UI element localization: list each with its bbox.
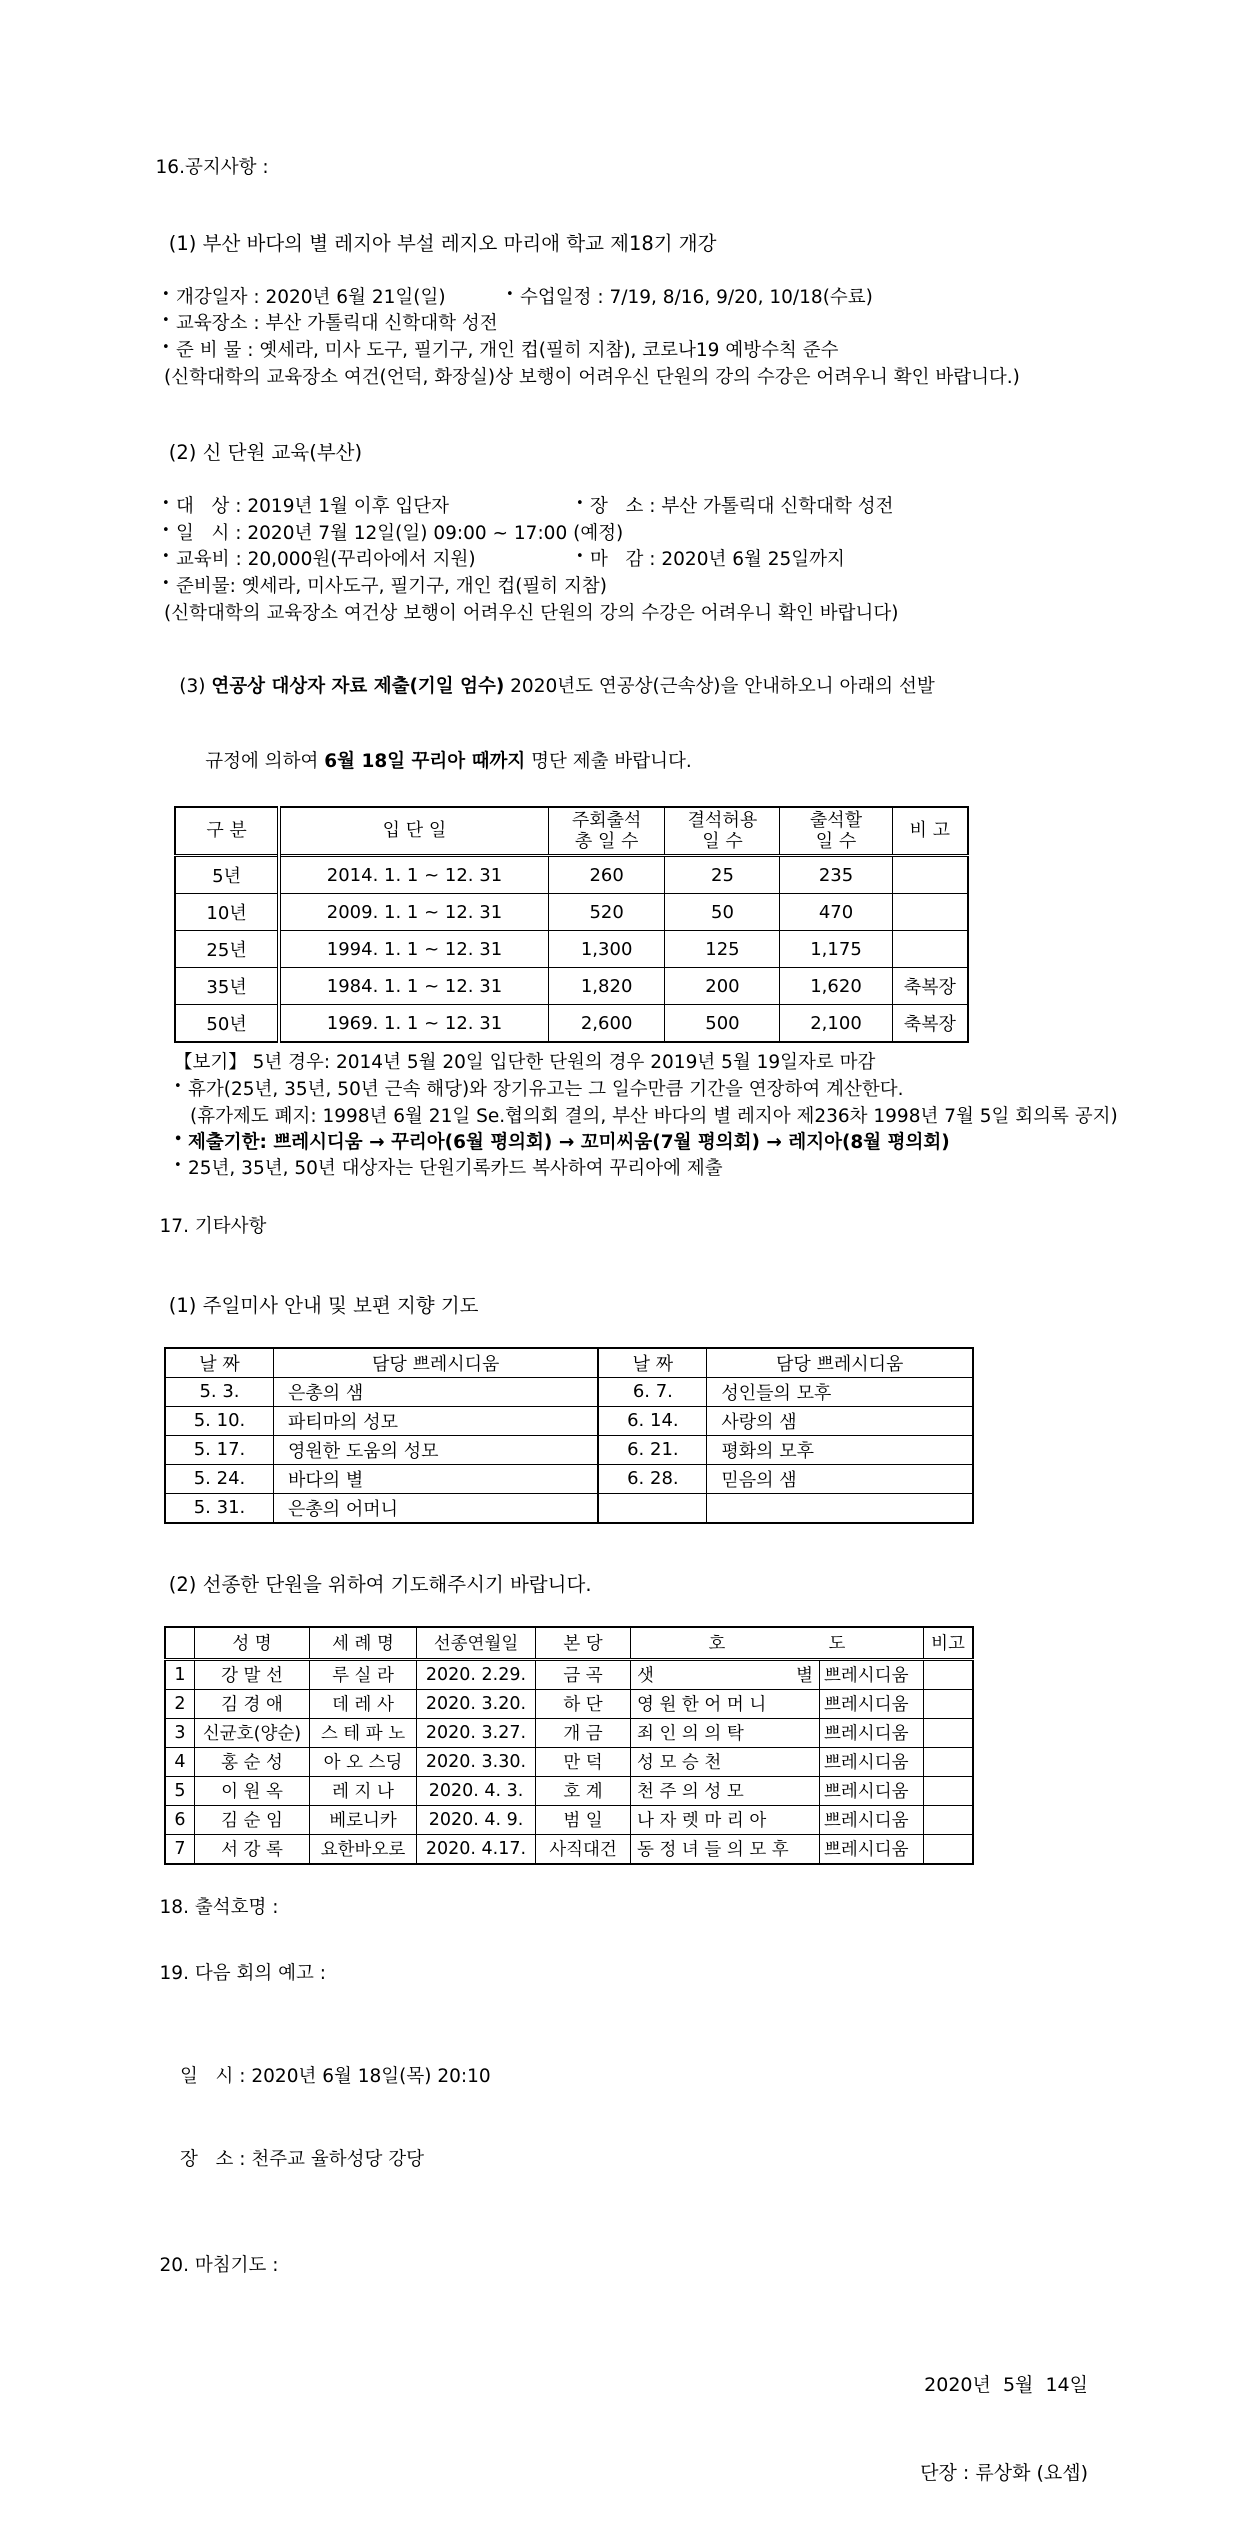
cell-total: 520 bbox=[548, 894, 665, 931]
cell-date: 5. 31. bbox=[165, 1493, 274, 1523]
bullet-icon bbox=[162, 521, 176, 541]
cell-hodo-left: 샛 bbox=[637, 1666, 654, 1687]
cell-baptismal: 레 지 나 bbox=[310, 1776, 417, 1805]
table-header bbox=[175, 807, 968, 856]
cell-death-date: 2020. 3.30. bbox=[417, 1747, 536, 1776]
cell-baptismal: 베로니카 bbox=[310, 1805, 417, 1834]
cell-name: 김 경 애 bbox=[195, 1689, 310, 1718]
deceased-members-table bbox=[164, 1626, 974, 1865]
table-row bbox=[165, 1464, 973, 1493]
col-header-remark bbox=[892, 807, 968, 856]
cell-hodo: 성 모 승 천 bbox=[631, 1747, 820, 1776]
cell-allowed: 50 bbox=[665, 894, 780, 931]
bullet-icon bbox=[162, 494, 176, 514]
bullet-text: 휴가(25년, 35년, 50년 근속 해당)와 장기유고는 그 일수만큼 기간을 연장하여 계산한다. bbox=[188, 1078, 904, 1100]
table-row bbox=[165, 1834, 973, 1864]
bullet-text: 장 소 : 부산 가톨릭대 신학대학 성전 bbox=[590, 495, 894, 517]
section-19-number: 19. bbox=[159, 1962, 189, 1984]
cell-parish: 하 단 bbox=[536, 1689, 631, 1718]
item-2-label: (2) bbox=[168, 440, 197, 464]
next-meeting-info bbox=[180, 2008, 1112, 2230]
col-header-line2: 일 수 bbox=[815, 830, 857, 852]
cell-death-date: 2020. 3.20. bbox=[417, 1689, 536, 1718]
cell-remark bbox=[924, 1689, 974, 1718]
cell-death-date: 2020. 3.27. bbox=[417, 1718, 536, 1747]
bullet-icon bbox=[576, 494, 590, 514]
cell-required: 470 bbox=[780, 894, 892, 931]
col-header-text: 비 고 bbox=[909, 820, 951, 842]
cell-presidium: 바다의 별 bbox=[274, 1464, 599, 1493]
cell-presidium: 쁘레시디움 bbox=[820, 1747, 924, 1776]
col-header-date-left: 날 짜 bbox=[165, 1348, 274, 1378]
cell-index: 4 bbox=[165, 1747, 195, 1776]
cell-parish: 만 덕 bbox=[536, 1747, 631, 1776]
table-row bbox=[165, 1718, 973, 1747]
table-body bbox=[165, 1659, 973, 1864]
cell-presidium: 영원한 도움의 성모 bbox=[274, 1435, 599, 1464]
list-item bbox=[162, 494, 1112, 521]
cell-index: 1 bbox=[165, 1659, 195, 1689]
bullet-icon bbox=[174, 1156, 188, 1176]
section-18-number: 18. bbox=[159, 1897, 189, 1919]
table-row bbox=[165, 1659, 973, 1689]
section-20-number: 20. bbox=[159, 2255, 189, 2277]
table-body bbox=[165, 1377, 973, 1523]
cell-total: 1,300 bbox=[548, 931, 665, 968]
cell-gubun: 10년 bbox=[175, 894, 279, 931]
cell-allowed: 200 bbox=[665, 968, 780, 1005]
item-3-line2-b: 명단 제출 바랍니다. bbox=[525, 750, 692, 772]
table-row bbox=[165, 1406, 973, 1435]
deadline-part-a: 제출기한: 쁘레시디움 → bbox=[188, 1131, 392, 1153]
bullet-text: 25년, 35년, 50년 대상자는 단원기록카드 복사하여 꾸리아에 제출 bbox=[188, 1158, 723, 1180]
col-header-hodo bbox=[631, 1627, 924, 1660]
cell-parish: 금 곡 bbox=[536, 1659, 631, 1689]
section-16-label: 공지사항 : bbox=[184, 156, 269, 178]
col-header-line2: 일 수 bbox=[702, 830, 743, 852]
col-header-joindate bbox=[279, 807, 548, 856]
col-header-parish: 본 당 bbox=[536, 1627, 631, 1660]
cell-index: 6 bbox=[165, 1805, 195, 1834]
table-header bbox=[165, 1627, 973, 1660]
table-row bbox=[175, 931, 968, 968]
cell-date: 5. 10. bbox=[165, 1406, 274, 1435]
cell-death-date: 2020. 4.17. bbox=[417, 1834, 536, 1864]
col-header-name: 성 명 bbox=[195, 1627, 310, 1660]
cell-remark bbox=[924, 1747, 974, 1776]
cell-date: 6. 14. bbox=[598, 1406, 707, 1435]
cell-allowed: 500 bbox=[665, 1005, 780, 1043]
table-header-row bbox=[165, 1348, 973, 1378]
cell-presidium: 쁘레시디움 bbox=[820, 1776, 924, 1805]
col-header-date-right: 날 짜 bbox=[598, 1348, 707, 1378]
cell-baptismal: 스 테 파 노 bbox=[310, 1718, 417, 1747]
cell-parish: 범 일 bbox=[536, 1805, 631, 1834]
submission-deadline-text bbox=[188, 1130, 950, 1157]
col-header-hodo-right: 도 bbox=[828, 1634, 846, 1655]
cell-name: 김 순 임 bbox=[195, 1805, 310, 1834]
cell-index: 5 bbox=[165, 1776, 195, 1805]
item-3-title-rest: 2020년도 연공상(근속상)을 안내하오니 아래의 선발 bbox=[504, 675, 935, 697]
section-20-label: 마침기도 : bbox=[194, 2255, 279, 2277]
next-meeting-place: 장 소 : 천주교 율하성당 강당 bbox=[180, 2149, 424, 2171]
section-19-title bbox=[136, 1946, 1112, 2002]
col-header-gubun bbox=[175, 807, 279, 856]
table-header bbox=[165, 1348, 973, 1378]
cell-remark: 축복장 bbox=[892, 1005, 968, 1043]
section-16-title bbox=[132, 140, 1112, 196]
cell-death-date: 2020. 2.29. bbox=[417, 1659, 536, 1689]
cell-name: 서 강 록 bbox=[195, 1834, 310, 1864]
cell-gubun: 50년 bbox=[175, 1005, 279, 1043]
cell-date bbox=[598, 1493, 707, 1523]
cell-index: 2 bbox=[165, 1689, 195, 1718]
cell-presidium: 쁘레시디움 bbox=[820, 1718, 924, 1747]
table-header-row bbox=[175, 807, 968, 856]
sub17-2-title: 선종한 단원을 위하여 기도해주시기 바랍니다. bbox=[202, 1572, 592, 1596]
cell-remark bbox=[924, 1776, 974, 1805]
cell-required: 1,620 bbox=[780, 968, 892, 1005]
cell-presidium: 쁘레시디움 bbox=[820, 1834, 924, 1864]
cell-hodo: 나 자 렛 마 리 아 bbox=[631, 1805, 820, 1834]
table-row bbox=[165, 1805, 973, 1834]
item-3-line2-bold: 6월 18일 꾸리아 때까지 bbox=[324, 750, 526, 772]
item-2-heading bbox=[132, 414, 1112, 488]
deadline-part-b: 꾸리아(6월 평의회) bbox=[391, 1131, 553, 1153]
cell-date: 5. 3. bbox=[165, 1377, 274, 1406]
col-header-total-days bbox=[548, 807, 665, 856]
table-row bbox=[165, 1776, 973, 1805]
cell-date: 5. 24. bbox=[165, 1464, 274, 1493]
signature-date: 2020년 5월 14일 bbox=[924, 2374, 1088, 2397]
cell-remark bbox=[892, 894, 968, 931]
col-header-death-date: 선종연월일 bbox=[417, 1627, 536, 1660]
cell-index: 7 bbox=[165, 1834, 195, 1864]
cell-parish: 사직대건 bbox=[536, 1834, 631, 1864]
cell-date: 6. 28. bbox=[598, 1464, 707, 1493]
cell-allowed: 25 bbox=[665, 856, 780, 894]
cell-death-date: 2020. 4. 3. bbox=[417, 1776, 536, 1805]
cell-joindate: 2009. 1. 1 ~ 12. 31 bbox=[279, 894, 548, 931]
cell-name: 홍 순 성 bbox=[195, 1747, 310, 1776]
bullet-icon bbox=[162, 311, 176, 331]
col-header-baptismal: 세 례 명 bbox=[310, 1627, 417, 1660]
cell-date: 6. 7. bbox=[598, 1377, 707, 1406]
cell-required: 235 bbox=[780, 856, 892, 894]
cell-hodo: 죄 인 의 의 탁 bbox=[631, 1718, 820, 1747]
table-row bbox=[165, 1493, 973, 1523]
cell-remark bbox=[924, 1805, 974, 1834]
list-item bbox=[174, 1156, 1112, 1183]
cell-presidium: 사랑의 샘 bbox=[707, 1406, 973, 1435]
cell-total: 260 bbox=[548, 856, 665, 894]
list-item bbox=[174, 1077, 1112, 1104]
bullet-text: 준 비 물 : 옛세라, 미사 도구, 필기구, 개인 컵(필히 지참), 코로나19 예방수칙 준수 bbox=[176, 340, 839, 362]
bullet-text: 교육비 : 20,000원(꾸리아에서 지원) bbox=[176, 549, 476, 571]
col-header-required-attendance bbox=[780, 807, 892, 856]
cell-hodo: 천 주 의 성 모 bbox=[631, 1776, 820, 1805]
cell-presidium: 은총의 샘 bbox=[274, 1377, 599, 1406]
cell-required: 1,175 bbox=[780, 931, 892, 968]
section-18-title bbox=[136, 1881, 1112, 1937]
sub17-2-label: (2) bbox=[168, 1572, 197, 1596]
section-20-title bbox=[136, 2239, 1112, 2295]
col-header-text: 입 단 일 bbox=[382, 820, 447, 842]
bullet-text: 대 상 : 2019년 1월 이후 입단자 bbox=[176, 495, 449, 517]
item-2-bullets bbox=[132, 494, 1112, 628]
cell-remark bbox=[924, 1659, 974, 1689]
sub17-1-label: (1) bbox=[168, 1293, 197, 1317]
sub17-2-heading bbox=[132, 1546, 1112, 1620]
item-3-line2-a: 규정에 의하여 bbox=[205, 750, 325, 772]
cell-hodo bbox=[631, 1659, 820, 1689]
col-header-text: 구 분 bbox=[206, 820, 247, 842]
table-row bbox=[165, 1377, 973, 1406]
col-header-line1: 결석허용 bbox=[687, 809, 758, 831]
cell-joindate: 2014. 1. 1 ~ 12. 31 bbox=[279, 856, 548, 894]
bullet-icon bbox=[162, 547, 176, 567]
cell-parish: 개 금 bbox=[536, 1718, 631, 1747]
cell-required: 2,100 bbox=[780, 1005, 892, 1043]
abolition-note: (휴가제도 폐지: 1998년 6월 21일 Se.협의회 결의, 부산 바다의 별 레지아 제236차 1998년 7월 5일 회의록 공지) bbox=[190, 1105, 1118, 1127]
cell-index: 3 bbox=[165, 1718, 195, 1747]
sub17-1-title: 주일미사 안내 및 보편 지향 기도 bbox=[202, 1293, 479, 1317]
bullet-text: 수업일정 : 7/19, 8/16, 9/20, 10/18(수료) bbox=[520, 286, 873, 308]
bullet-text: 개강일자 : 2020년 6월 21일(일) bbox=[176, 286, 446, 308]
cell-baptismal: 요한바오로 bbox=[310, 1834, 417, 1864]
cell-presidium: 평화의 모후 bbox=[707, 1435, 973, 1464]
item-3-label: (3) bbox=[179, 675, 206, 697]
bullet-icon bbox=[174, 1130, 188, 1150]
item-2-note: (신학대학의 교육장소 여건상 보행이 어려우신 단원의 강의 수강은 어려우니 확인 바랍니다) bbox=[164, 603, 899, 624]
cell-joindate: 1994. 1. 1 ~ 12. 31 bbox=[279, 931, 548, 968]
list-item bbox=[162, 547, 1112, 574]
bullet-text: 마 감 : 2020년 6월 25일까지 bbox=[590, 549, 845, 571]
section-18-label: 출석호명 : bbox=[194, 1897, 279, 1919]
item-3-heading bbox=[132, 650, 1112, 800]
col-header-line1: 주회출석 bbox=[571, 809, 642, 831]
bullet-icon bbox=[174, 1077, 188, 1097]
section-16-number: 16. bbox=[155, 156, 185, 178]
col-header-index bbox=[165, 1627, 195, 1660]
table-row bbox=[175, 1005, 968, 1043]
cell-hodo-right: 별 bbox=[796, 1665, 813, 1686]
cell-total: 2,600 bbox=[548, 1005, 665, 1043]
cell-presidium: 쁘레시디움 bbox=[820, 1689, 924, 1718]
document-content bbox=[132, 140, 1118, 2548]
cell-presidium: 성인들의 모후 bbox=[707, 1377, 973, 1406]
cell-presidium bbox=[707, 1493, 973, 1523]
signature-block bbox=[132, 2312, 1112, 2548]
bullet-icon bbox=[162, 285, 176, 305]
cell-date: 6. 21. bbox=[598, 1435, 707, 1464]
deadline-part-c: → 꼬미씨움(7월 평의회) → 레지아(8월 평의회) bbox=[552, 1131, 950, 1153]
col-header-remark: 비고 bbox=[924, 1627, 974, 1660]
col-header-allowed-absence bbox=[665, 807, 780, 856]
cell-presidium: 믿음의 샘 bbox=[707, 1464, 973, 1493]
cell-death-date: 2020. 4. 9. bbox=[417, 1805, 536, 1834]
table-row bbox=[175, 968, 968, 1005]
item-1-note: (신학대학의 교육장소 여건(언덕, 화장실)상 보행이 어려우신 단원의 강의 수강은 어려우니 확인 바랍니다.) bbox=[164, 366, 1020, 388]
cell-joindate: 1969. 1. 1 ~ 12. 31 bbox=[279, 1005, 548, 1043]
item-1-title: 부산 바다의 별 레지아 부설 레지오 마리애 학교 제18기 개강 bbox=[202, 231, 717, 255]
cell-baptismal: 데 레 사 bbox=[310, 1689, 417, 1718]
cell-baptismal: 루 실 라 bbox=[310, 1659, 417, 1689]
list-item bbox=[162, 311, 1112, 338]
section-17-title bbox=[136, 1199, 1112, 1255]
sunday-mass-table bbox=[164, 1347, 974, 1524]
signature-author: 단장 : 류상화 (요셉) bbox=[920, 2462, 1088, 2485]
cell-allowed: 125 bbox=[665, 931, 780, 968]
cell-total: 1,820 bbox=[548, 968, 665, 1005]
cell-remark: 축복장 bbox=[892, 968, 968, 1005]
next-meeting-datetime: 일 시 : 2020년 6월 18일(목) 20:10 bbox=[180, 2066, 491, 2088]
table-row bbox=[175, 856, 968, 894]
cell-parish: 호 계 bbox=[536, 1776, 631, 1805]
bullet-icon bbox=[162, 574, 176, 594]
cell-hodo: 동 정 녀 들 의 모 후 bbox=[631, 1834, 820, 1864]
table-row bbox=[175, 894, 968, 931]
cell-gubun: 25년 bbox=[175, 931, 279, 968]
col-header-line1: 출석할 bbox=[809, 809, 863, 831]
cell-baptismal: 아 오 스딩 bbox=[310, 1747, 417, 1776]
col-header-line2: 총 일 수 bbox=[574, 830, 639, 852]
cell-presidium: 은총의 어머니 bbox=[274, 1493, 599, 1523]
table-body bbox=[175, 856, 968, 1043]
col-header-presidium-left: 담당 쁘레시디움 bbox=[274, 1348, 599, 1378]
item-3-notes bbox=[174, 1050, 1118, 1183]
col-header-presidium-right: 담당 쁘레시디움 bbox=[707, 1348, 973, 1378]
bullet-text: 일 시 : 2020년 7월 12일(일) 09:00 ~ 17:00 (예정) bbox=[176, 522, 624, 544]
bullet-text: 준비물: 옛세라, 미사도구, 필기구, 개인 컵(필히 지참) bbox=[176, 576, 608, 598]
item-1-label: (1) bbox=[168, 231, 197, 255]
cell-name: 강 말 선 bbox=[195, 1659, 310, 1689]
item-3-title-bold: 연공상 대상자 자료 제출(기일 엄수) bbox=[211, 675, 505, 697]
section-17-label: 기타사항 bbox=[194, 1215, 267, 1237]
bullet-icon bbox=[162, 338, 176, 358]
list-item bbox=[162, 338, 1112, 365]
cell-remark bbox=[892, 931, 968, 968]
cell-name: 신균호(양순) bbox=[195, 1718, 310, 1747]
cell-remark bbox=[924, 1834, 974, 1864]
table-header-row bbox=[165, 1627, 973, 1660]
bullet-text: 교육장소 : 부산 가톨릭대 신학대학 성전 bbox=[176, 313, 498, 335]
table-row bbox=[165, 1689, 973, 1718]
cell-date: 5. 17. bbox=[165, 1435, 274, 1464]
cell-presidium: 쁘레시디움 bbox=[820, 1659, 924, 1689]
list-item bbox=[162, 285, 1112, 312]
item-1-heading bbox=[132, 205, 1112, 279]
cell-hodo: 영 원 한 어 머 니 bbox=[631, 1689, 820, 1718]
table-row bbox=[165, 1747, 973, 1776]
cell-presidium: 쁘레시디움 bbox=[820, 1805, 924, 1834]
cell-remark bbox=[892, 856, 968, 894]
section-17-number: 17. bbox=[159, 1215, 189, 1237]
table-row bbox=[165, 1435, 973, 1464]
section-19-label: 다음 회의 예고 : bbox=[194, 1962, 326, 1984]
yeongong-table bbox=[174, 806, 969, 1043]
cell-gubun: 35년 bbox=[175, 968, 279, 1005]
sub17-1-heading bbox=[132, 1267, 1112, 1341]
list-item bbox=[174, 1130, 1112, 1157]
cell-joindate: 1984. 1. 1 ~ 12. 31 bbox=[279, 968, 548, 1005]
cell-remark bbox=[924, 1718, 974, 1747]
cell-name: 이 원 옥 bbox=[195, 1776, 310, 1805]
example-note: 【보기】 5년 경우: 2014년 5월 20일 입단한 단원의 경우 2019년 5월 19일자로 마감 bbox=[174, 1052, 876, 1074]
cell-presidium: 파티마의 성모 bbox=[274, 1406, 599, 1435]
list-item bbox=[162, 521, 1112, 548]
col-header-hodo-left: 호 bbox=[708, 1634, 726, 1655]
cell-gubun: 5년 bbox=[175, 856, 279, 894]
bullet-icon bbox=[506, 285, 520, 305]
bullet-icon bbox=[576, 547, 590, 567]
item-2-title: 신 단원 교육(부산) bbox=[202, 440, 363, 464]
item-1-bullets bbox=[132, 285, 1112, 392]
list-item bbox=[162, 574, 1112, 601]
